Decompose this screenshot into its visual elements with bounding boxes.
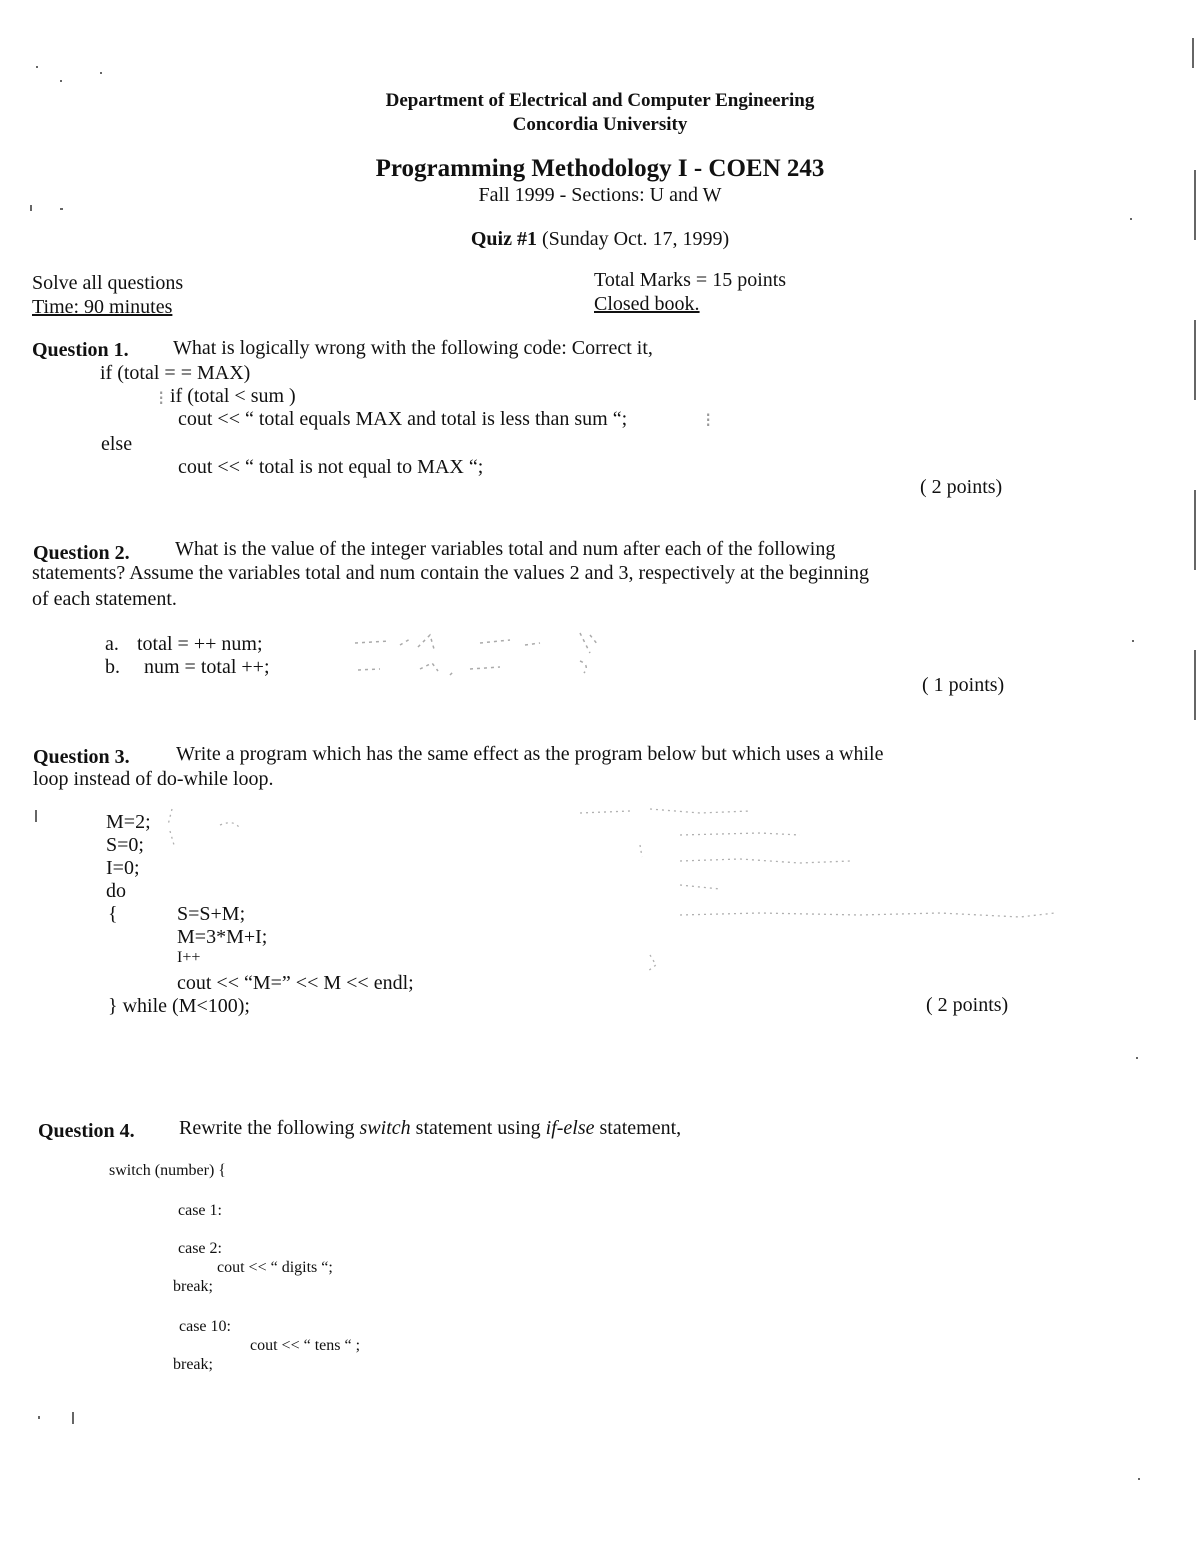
scan-edge-mark: [1194, 650, 1196, 720]
handwritten-brace-mark: ⁝: [705, 408, 714, 432]
q3-code-line: I=0;: [106, 857, 140, 879]
q4-text-part: statement using: [415, 1117, 541, 1139]
scan-speck: [100, 72, 102, 74]
q3-code-line: S=0;: [106, 834, 144, 856]
q4-text: [179, 1117, 681, 1140]
q1-points: ( 2 points): [920, 476, 1003, 498]
q2-label: Question 2.: [33, 542, 130, 564]
scan-speck: [36, 66, 38, 68]
handwritten-brace-mark: ⁝: [158, 386, 167, 410]
scan-speck: [35, 810, 37, 822]
q3-code-line: I++: [177, 949, 201, 966]
q1-code-line: cout << “ total is not equal to MAX “;: [178, 456, 484, 478]
scan-speck: [38, 1416, 40, 1419]
scan-speck: [60, 208, 63, 210]
q3-code-line: } while (M<100);: [108, 995, 250, 1017]
q4-code-line: case 1:: [178, 1202, 222, 1219]
q4-code-line: break;: [173, 1278, 213, 1295]
course-title: Programming Methodology I - COEN 243: [375, 155, 825, 182]
q2-item-letter: b.: [105, 656, 120, 678]
q4-code-line: cout << “ tens “ ;: [250, 1337, 361, 1354]
q1-code-line: if (total = = MAX): [100, 362, 251, 384]
scan-edge-mark: [1192, 38, 1194, 68]
q3-code-line: do: [106, 880, 126, 902]
department-name: Department of Electrical and Computer Engineering: [385, 90, 815, 111]
scan-speck: [30, 205, 32, 211]
q1-text: What is logically wrong with the following code: Correct it,: [173, 337, 653, 359]
closed-book: Closed book.: [594, 293, 700, 315]
q2-text-line: What is the value of the integer variables total and num after each of the following: [175, 538, 836, 560]
scan-edge-mark: [1194, 170, 1196, 240]
q4-keyword-switch: switch: [359, 1117, 411, 1139]
q4-code-line: switch (number) {: [109, 1162, 226, 1179]
scan-speck: [72, 1412, 74, 1424]
q1-label: Question 1.: [32, 339, 129, 361]
scan-speck: [1138, 1478, 1140, 1480]
scan-speck: [60, 80, 62, 82]
q3-label: Question 3.: [33, 746, 130, 768]
q4-label: Question 4.: [38, 1120, 135, 1142]
q4-text-part: Rewrite the following: [179, 1117, 355, 1139]
scan-edge-mark: [1194, 320, 1196, 400]
q4-text-part: statement,: [599, 1117, 682, 1139]
quiz-title: [0, 228, 1200, 251]
q1-code-line: cout << “ total equals MAX and total is less than sum “;: [178, 408, 628, 430]
q3-code-line: M=2;: [106, 811, 151, 833]
q4-code-line: case 2:: [178, 1240, 222, 1257]
university-name: Concordia University: [512, 114, 688, 135]
q2-points: ( 1 points): [922, 674, 1005, 696]
quiz-label: Quiz #1: [470, 228, 537, 250]
q2-item-statement: total = ++ num;: [137, 633, 263, 655]
scan-speck: [1132, 640, 1134, 642]
q4-keyword-ifelse: if-else: [545, 1117, 595, 1139]
q3-code-line: {: [108, 903, 118, 925]
q4-code-line: cout << “ digits “;: [217, 1259, 333, 1276]
q2-text-line: of each statement.: [32, 588, 177, 610]
scan-speck: [1136, 1057, 1138, 1059]
q3-code-line: S=S+M;: [177, 903, 246, 925]
scan-edge-mark: [1194, 490, 1196, 570]
solve-instruction: Solve all questions: [32, 272, 184, 294]
handwritten-answer-scribble: [350, 625, 610, 685]
q1-code-line: else: [101, 433, 133, 455]
q4-code-line: case 10:: [179, 1318, 231, 1335]
q1-code-line: if (total < sum ): [170, 385, 296, 407]
q3-code-line: cout << “M=” << M << endl;: [177, 972, 414, 994]
q3-code-line: M=3*M+I;: [177, 926, 268, 948]
quiz-date: (Sunday Oct. 17, 1999): [541, 228, 730, 250]
scan-speck: [1130, 218, 1132, 220]
total-marks: Total Marks = 15 points: [594, 269, 787, 291]
q3-text-line: loop instead of do-while loop.: [33, 768, 274, 790]
q4-code-line: break;: [173, 1356, 213, 1373]
time-limit: Time: 90 minutes: [32, 296, 173, 318]
handwritten-answer-scribble: [160, 805, 1060, 975]
q3-text-line: Write a program which has the same effect as the program below but which uses a while: [176, 743, 884, 765]
term-sections: Fall 1999 - Sections: U and W: [478, 184, 722, 206]
q2-item-letter: a.: [105, 633, 119, 655]
q2-text-line: statements? Assume the variables total and num contain the values 2 and 3, respectively at the beginning: [32, 562, 869, 584]
q2-item-statement: num = total ++;: [144, 656, 270, 678]
q3-points: ( 2 points): [926, 994, 1009, 1016]
